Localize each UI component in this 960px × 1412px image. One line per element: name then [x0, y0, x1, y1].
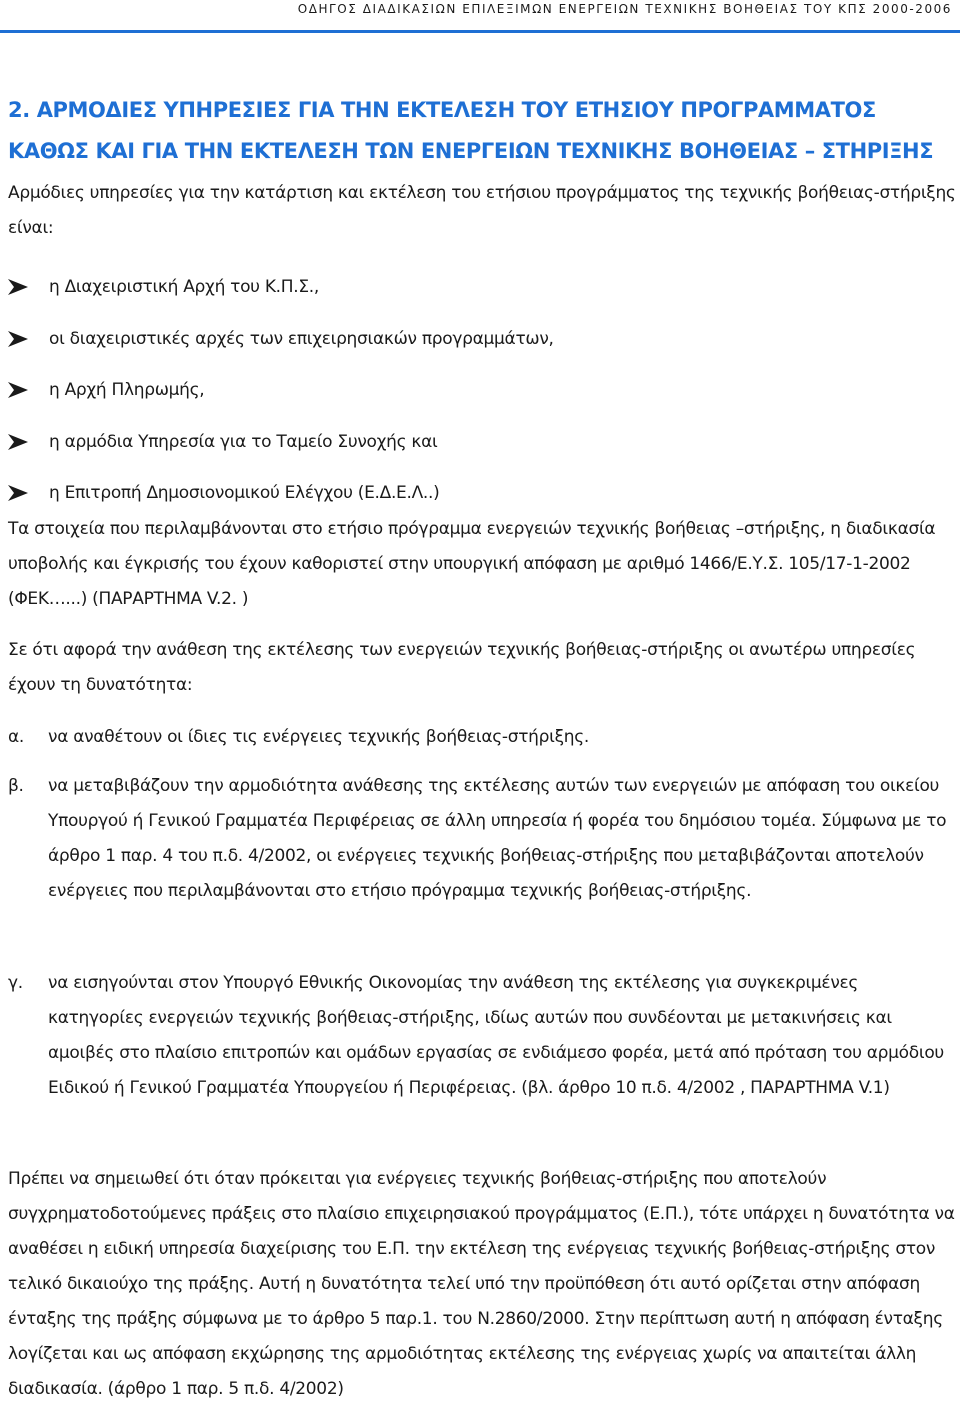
enum-item-a	[8, 720, 956, 755]
enum-text: να αναθέτουν οι ίδιες τις ενέργειες τεχνικής βοήθειας-στήριξης.	[48, 727, 590, 747]
list-item-text: η αρμόδια Υπηρεσία για το Ταμείο Συνοχής και	[49, 431, 438, 452]
paragraph-program-contents: Τα στοιχεία που περιλαμβάνονται στο ετήσιο πρόγραμμα ενεργειών τεχνικής βοήθειας –στήριξης, η διαδικασία υποβολής και έγκρισής του έχουν καθοριστεί στην υπουργική απόφαση με αριθμό 1466/Ε.Υ.Σ. 105/17-1-2002 (ΦΕΚ…...) (ΠΑΡΑΡΤΗΜΑ V.2. )	[8, 519, 936, 609]
intro-paragraph: Αρμόδιες υπηρεσίες για την κατάρτιση και εκτέλεση του ετήσιου προγράμματος της τεχνικής βοήθειας-στήριξης είναι:	[8, 183, 956, 238]
arrowhead-icon	[8, 434, 28, 450]
arrowhead-icon	[8, 331, 28, 347]
section-heading: 2. ΑΡΜΟΔΙΕΣ ΥΠΗΡΕΣΙΕΣ ΓΙΑ ΤΗΝ ΕΚΤΕΛΕΣΗ ΤΟΥ ΕΤΗΣΙΟΥ ΠΡΟΓΡΑΜΜΑΤΟΣ ΚΑΘΩΣ ΚΑΙ ΓΙΑ ΤΗΝ ΕΚΤΕΛΕΣΗ ΤΩΝ ΕΝΕΡΓΕΙΩΝ ΤΕΧΝΙΚΗΣ ΒΟΗΘΕΙΑΣ – ΣΤΗΡΙΞΗΣ	[8, 98, 934, 163]
arrowhead-icon	[8, 382, 28, 398]
header-rule	[0, 30, 960, 33]
paragraph-final-beneficiary: Πρέπει να σημειωθεί ότι όταν πρόκειται για ενέργειες τεχνικής βοήθειας-στήριξης που αποτελούν συγχρηματοδοτούμενες πράξεις στο πλαίσιο επιχειρησιακού προγράμματος (Ε.Π.), τότε υπάρχει η δυνατότητα να αναθέσει η ειδική υπηρεσία διαχείρισης του Ε.Π. την εκτέλεση της ενέργειας τεχνικής βοήθειας-στήριξης στον τελικό δικαιούχο της πράξης. Αυτή η δυνατότητα τελεί υπό την προϋπόθεση ότι αυτό ορίζεται στην απόφαση ένταξης της πράξης σύμφωνα με το άρθρο 5 παρ.1. του Ν.2860/2000. Στην περίπτωση αυτή η απόφαση ένταξης λογίζεται και ως απόφαση εκχώρησης της αρμοδιότητας εκτέλεσης της ενέργειας χωρίς να απαιτείται άλλη διαδικασία. (άρθρο 1 παρ. 5 π.δ. 4/2002)	[8, 1169, 955, 1399]
list-item-text: η Διαχειριστική Αρχή του Κ.Π.Σ.,	[49, 277, 320, 297]
enum-text: να μεταβιβάζουν την αρμοδιότητα ανάθεσης της εκτέλεσης αυτών των ενεργειών με απόφαση του οικείου Υπουργού ή Γενικού Γραμματέα Περιφέρειας σε άλλη υπηρεσία ή φορέα του δημόσιου τομέα. Σύμφωνα με το άρθρο 1 παρ. 4 του π.δ. 4/2002, οι ενέργειες τεχνικής βοήθειας-στήριξης που μεταβιβάζονται αποτελούν ενέργειες που περιλαμβάνονται στο ετήσιο πρόγραμμα τεχνικής βοήθειας-στήριξης.	[48, 776, 947, 901]
enum-marker: β.	[8, 776, 24, 796]
list-item-text: η Αρχή Πληρωμής,	[49, 380, 205, 400]
list-item-text: η Επιτροπή Δημοσιονομικού Ελέγχου (Ε.Δ.Ε.Λ..)	[49, 483, 440, 503]
enum-text: να εισηγούνται στον Υπουργό Εθνικής Οικονομίας την ανάθεση της εκτέλεσης για συγκεκριμένες κατηγορίες ενεργειών τεχνικής βοήθειας-στήριξης, ιδίως αυτών που συνδέονται με μετακινήσεις και αμοιβές στο πλαίσιο επιτροπών και ομάδων εργασίας σε ενδιάμεσο φορέα, μετά από πρόταση του αρμόδιου Ειδικού ή Γενικού Γραμματέα Υπουργείου ή Περιφέρειας. (βλ. άρθρο 10 π.δ. 4/2002 , ΠΑΡΑΡΤΗΜΑ V.1)	[48, 973, 944, 1098]
paragraph-assignment: Σε ότι αφορά την ανάθεση της εκτέλεσης των ενεργειών τεχνικής βοήθειας-στήριξης οι ανωτέρω υπηρεσίες έχουν τη δυνατότητα:	[8, 640, 916, 695]
enum-marker: γ.	[8, 973, 23, 993]
enum-item-c	[8, 966, 956, 1106]
arrowhead-icon	[8, 279, 28, 295]
running-header: ΟΔΗΓΟΣ ΔΙΑΔΙΚΑΣΙΩΝ ΕΠΙΛΕΞΙΜΩΝ ΕΝΕΡΓΕΙΩΝ ΤΕΧΝΙΚΗΣ ΒΟΗΘΕΙΑΣ ΤΟΥ ΚΠΣ 2000-2006	[297, 2, 952, 16]
list-item-text: οι διαχειριστικές αρχές των επιχειρησιακών προγραμμάτων,	[49, 328, 554, 349]
enum-marker: α.	[8, 727, 25, 747]
arrowhead-icon	[8, 485, 28, 501]
enum-item-b	[8, 769, 956, 909]
